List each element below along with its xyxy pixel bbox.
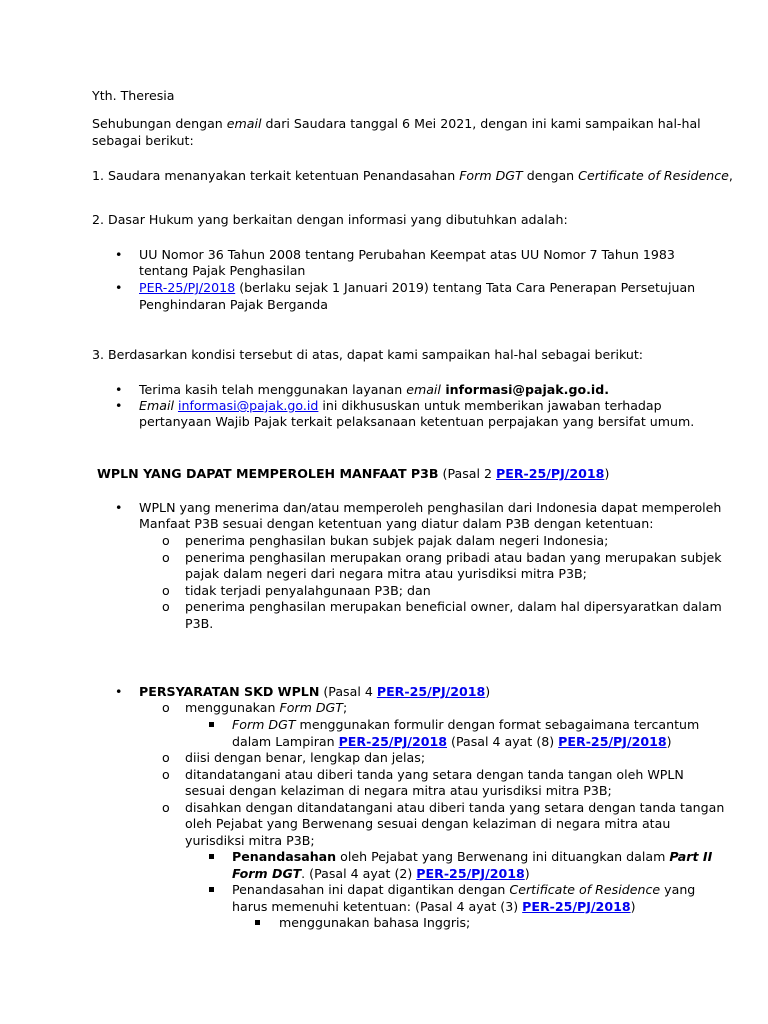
email-note-line-1: Email informasi@pajak.go.id ini dikhususkan untuk memberikan jawaban terhadap (139, 398, 662, 413)
circle-bullet-icon: o (162, 800, 170, 815)
legal-basis-per-line-1: PER-25/PJ/2018 (berlaku sejak 1 Januari 2019) tentang Tata Cara Penerapan Persetujuan (139, 280, 696, 295)
per-25-link[interactable]: PER-25/PJ/2018 (416, 866, 525, 881)
thanks-line: Terima kasih telah menggunakan layanan email informasi@pajak.go.id. (139, 382, 610, 397)
intro-line-1: Sehubungan dengan email dari Saudara tanggal 6 Mei 2021, dengan ini kami sampaikan hal-hal (92, 116, 701, 131)
circle-bullet-icon: o (162, 599, 170, 614)
cor-req-english: menggunakan bahasa Inggris; (279, 915, 471, 930)
point-2: 2. Dasar Hukum yang berkaitan dengan informasi yang dibutuhkan adalah: (92, 212, 568, 227)
wpln-bullet-line-2: Manfaat P3B sesuai dengan ketentuan yang diatur dalam P3B dengan ketentuan: (139, 516, 654, 531)
per-25-link[interactable]: PER-25/PJ/2018 (376, 684, 486, 699)
per-25-link[interactable]: PER-25/PJ/2018 (338, 734, 448, 749)
wpln-heading: WPLN YANG DAPAT MEMPEROLEH MANFAAT P3B (Pasal 2 PER-25/PJ/2018) (97, 466, 610, 481)
bullet-icon: • (115, 398, 123, 413)
point-3: 3. Berdasarkan kondisi tersebut di atas, dapat kami sampaikan hal-hal sebagai berikut: (92, 347, 644, 362)
per-25-link[interactable]: PER-25/PJ/2018 (496, 466, 605, 481)
skd-heading: PERSYARATAN SKD WPLN (Pasal 4 PER-25/PJ/2018) (139, 684, 491, 699)
email-note-line-2: pertanyaan Wajib Pajak terkait pelaksanaan ketentuan perpajakan yang bersifat umum. (139, 414, 695, 429)
circle-bullet-icon: o (162, 583, 170, 598)
bullet-icon: • (115, 684, 123, 699)
skd-req-legalized-line-1: disahkan dengan ditandatangani atau diberi tanda yang setara dengan tanda tangan (185, 800, 725, 815)
form-dgt-format-line-1: Form DGT menggunakan formulir dengan format sebagaimana tercantum (232, 717, 700, 732)
wpln-req-2-line-2: pajak dalam negeri dari negara mitra atau yurisdiksi mitra P3B; (185, 566, 587, 581)
email-link[interactable]: informasi@pajak.go.id (177, 398, 319, 413)
skd-req-signed-line-1: ditandatangani atau diberi tanda yang setara dengan tanda tangan oleh WPLN (185, 767, 684, 782)
form-dgt-format-line-2: dalam Lampiran PER-25/PJ/2018 (Pasal 4 ayat (8) PER-25/PJ/2018) (232, 734, 672, 749)
cor-line-1: Penandasahan ini dapat digantikan dengan Certificate of Residence yang (232, 882, 696, 897)
circle-bullet-icon: o (162, 750, 170, 765)
wpln-req-2-line-1: penerima penghasilan merupakan orang pribadi atau badan yang merupakan subjek (185, 550, 722, 565)
skd-req-legalized-line-2: oleh Pejabat yang Berwenang sesuai dengan kelaziman di negara mitra atau (185, 816, 671, 831)
bullet-icon: • (115, 280, 123, 295)
wpln-bullet-line-1: WPLN yang menerima dan/atau memperoleh penghasilan dari Indonesia dapat memperoleh (139, 500, 722, 515)
square-bullet-icon (209, 849, 214, 865)
per-25-link[interactable]: PER-25/PJ/2018 (522, 899, 631, 914)
circle-bullet-icon: o (162, 700, 170, 715)
square-bullet-icon (209, 882, 214, 898)
circle-bullet-icon: o (162, 767, 170, 782)
skd-req-signed-line-2: sesuai dengan kelaziman di negara mitra atau yurisdiksi mitra P3B; (185, 783, 612, 798)
bullet-icon: • (115, 247, 123, 262)
penandasahan-line-1: Penandasahan oleh Pejabat yang Berwenang ini dituangkan dalam Part II (232, 849, 713, 864)
penandasahan-line-2: Form DGT. (Pasal 4 ayat (2) PER-25/PJ/2018) (232, 866, 530, 881)
wpln-req-4-line-1: penerima penghasilan merupakan beneficial owner, dalam hal dipersyaratkan dalam (185, 599, 722, 614)
wpln-req-1: penerima penghasilan bukan subjek pajak dalam negeri Indonesia; (185, 533, 609, 548)
intro-line-2: sebagai berikut: (92, 133, 194, 148)
legal-basis-per-line-2: Penghindaran Pajak Berganda (139, 297, 328, 312)
skd-req-form-dgt: menggunakan Form DGT; (185, 700, 348, 715)
legal-basis-uu-line-1: UU Nomor 36 Tahun 2008 tentang Perubahan Keempat atas UU Nomor 7 Tahun 1983 (139, 247, 675, 262)
circle-bullet-icon: o (162, 550, 170, 565)
wpln-req-3: tidak terjadi penyalahgunaan P3B; dan (185, 583, 431, 598)
point-1: 1. Saudara menanyakan terkait ketentuan Penandasahan Form DGT dengan Certificate of Residence, (92, 168, 733, 183)
bullet-icon: • (115, 382, 123, 397)
wpln-req-4-line-2: P3B. (185, 616, 214, 631)
skd-req-legalized-line-3: yurisdiksi mitra P3B; (185, 833, 315, 848)
per-25-link[interactable]: PER-25/PJ/2018 (558, 734, 667, 749)
square-bullet-icon (209, 717, 214, 733)
bullet-icon: • (115, 500, 123, 515)
circle-bullet-icon: o (162, 533, 170, 548)
skd-req-filled: diisi dengan benar, lengkap dan jelas; (185, 750, 426, 765)
greeting: Yth. Theresia (92, 88, 175, 103)
cor-line-2: harus memenuhi ketentuan: (Pasal 4 ayat (3) PER-25/PJ/2018) (232, 899, 636, 914)
per-25-link[interactable]: PER-25/PJ/2018 (139, 280, 236, 295)
square-bullet-icon (255, 915, 260, 931)
legal-basis-uu-line-2: tentang Pajak Penghasilan (139, 263, 306, 278)
